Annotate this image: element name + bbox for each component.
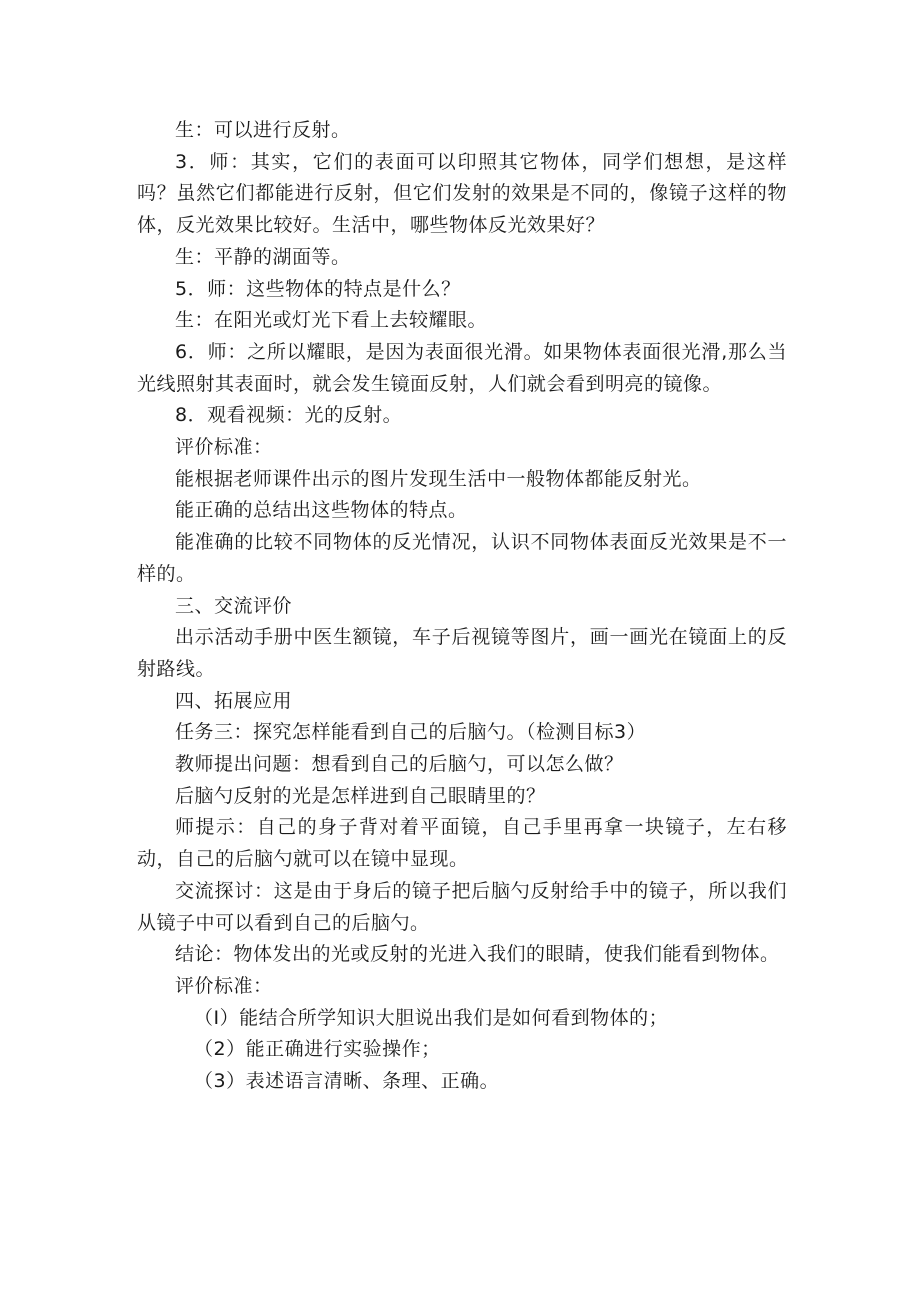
paragraph: 任务三：探究怎样能看到自己的后脑勺。（检测目标3） — [175, 721, 647, 744]
paragraph: 生：可以进行反射。 — [175, 119, 351, 141]
paragraph: 教师提出问题：想看到自己的后脑勺，可以怎么做？ — [175, 753, 624, 776]
evaluation-criterion: （2）能正确进行实验操作； — [194, 1038, 441, 1061]
paragraph: 能正确的总结出这些物体的特点。 — [175, 499, 468, 522]
paragraph: 后脑勺反射的光是怎样进到自己眼睛里的？ — [175, 784, 546, 807]
paragraph: 师提示：自己的身子背对着平面镜，自己手里再拿一块镜子，左右移动，自己的后脑勺就可以在镜中显现。 — [137, 816, 787, 871]
paragraph: 结论：物体发出的光或反射的光进入我们的眼睛，使我们能看到物体。 — [175, 943, 780, 966]
paragraph: 6．师：之所以耀眼，是因为表面很光滑。如果物体表面很光滑,那么当光线照射其表面时，就会发生镜面反射，人们就会看到明亮的镜像。 — [137, 340, 787, 395]
paragraph: 生：在阳光或灯光下看上去较耀眼。 — [175, 309, 488, 332]
paragraph: 交流探讨：这是由于身后的镜子把后脑勺反射给手中的镜子，所以我们从镜子中可以看到自己的后脑勺。 — [137, 879, 787, 934]
paragraph: 生：平静的湖面等。 — [175, 245, 351, 268]
paragraph: 评价标准： — [175, 436, 273, 459]
evaluation-criterion: （3）表述语言清晰、条理、正确。 — [194, 1070, 500, 1093]
paragraph: 能根据老师课件出示的图片发现生活中一般物体都能反射光。 — [175, 467, 702, 490]
document-body — [137, 115, 787, 1098]
paragraph: 三、交流评价 — [175, 594, 293, 617]
paragraph: 8．观看视频：光的反射。 — [175, 404, 403, 427]
paragraph: 评价标准： — [175, 974, 273, 997]
paragraph: 四、拓展应用 — [175, 689, 293, 712]
paragraph: 能准确的比较不同物体的反光情况，认识不同物体表面反光效果是不一样的。 — [137, 531, 787, 585]
paragraph: 5．师：这些物体的特点是什么？ — [175, 277, 461, 300]
paragraph: 3．师：其实，它们的表面可以印照其它物体，同学们想想，是这样吗？虽然它们都能进行反射，但它们发射的效果是不同的，像镜子这样的物体，反光效果比较好。生活中，哪些物体反光效果好？ — [137, 150, 787, 237]
evaluation-criterion: （I）能结合所学知识大胆说出我们是如何看到物体的； — [194, 1006, 669, 1029]
paragraph: 出示活动手册中医生额镜，车子后视镜等图片，画一画光在镜面上的反射路线。 — [137, 626, 787, 680]
